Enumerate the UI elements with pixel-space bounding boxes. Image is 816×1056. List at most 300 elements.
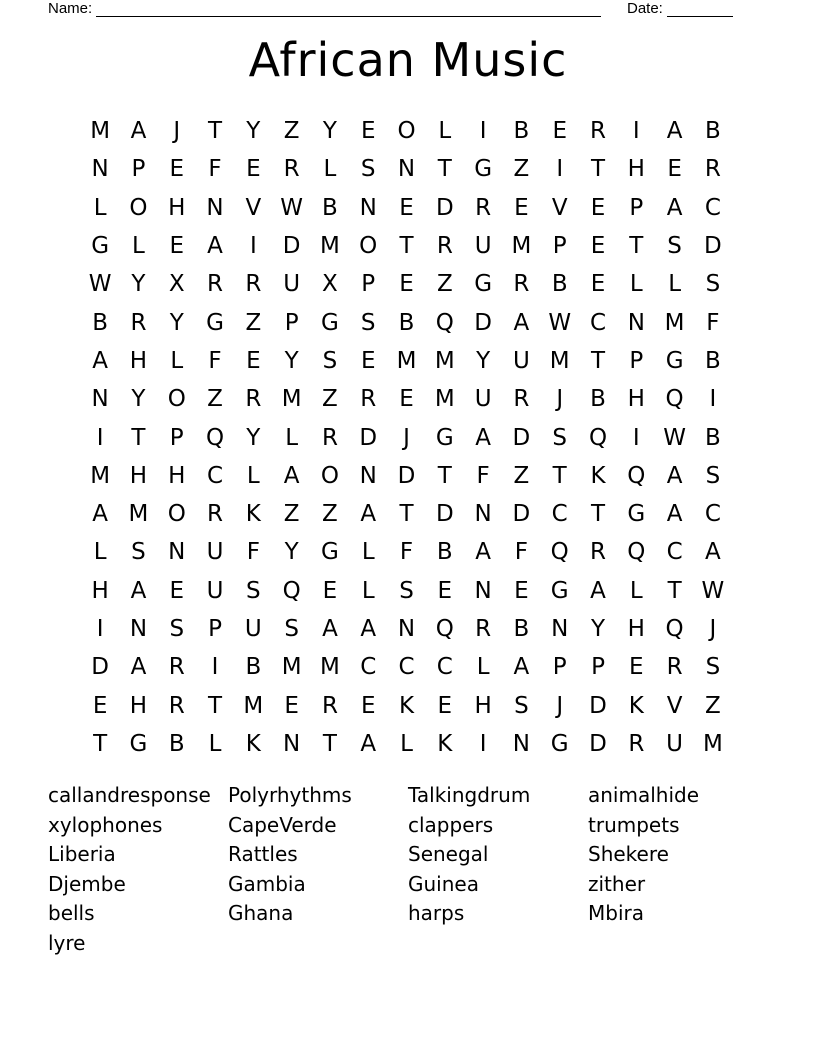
grid-letter[interactable]: A [590,577,606,604]
grid-letter[interactable]: U [244,616,262,642]
grid-letter[interactable]: I [632,424,640,451]
grid-letter[interactable]: R [475,616,492,642]
grid-letter[interactable]: P [591,654,605,681]
grid-letter[interactable]: K [245,501,261,528]
grid-letter[interactable]: A [130,654,147,681]
grid-letter[interactable]: Y [284,347,299,374]
grid-letter[interactable]: M [128,501,149,528]
grid-letter[interactable]: U [283,271,301,298]
grid-letter[interactable]: J [403,424,410,451]
grid-letter[interactable]: S [552,424,568,451]
grid-letter[interactable]: B [436,539,453,566]
grid-letter[interactable]: C [360,654,377,681]
grid-letter[interactable]: U [474,233,492,260]
grid-letter[interactable]: N [397,616,416,642]
grid-letter[interactable]: E [437,577,453,604]
grid-letter[interactable]: H [168,194,186,221]
grid-letter[interactable]: R [360,386,377,413]
grid-letter[interactable]: B [705,347,721,374]
grid-letter[interactable]: Z [322,501,338,528]
grid-letter[interactable]: N [397,156,416,183]
grid-letter[interactable]: B [513,616,530,642]
grid-letter[interactable]: R [590,118,606,145]
grid-letter[interactable]: O [320,462,339,489]
grid-letter[interactable]: A [666,118,683,145]
grid-letter[interactable]: E [360,118,376,145]
grid-letter[interactable]: Z [207,386,223,413]
grid-letter[interactable]: I [479,730,487,757]
grid-letter[interactable]: E [590,233,606,260]
grid-letter[interactable]: Q [588,424,608,451]
grid-letter[interactable]: Z [705,692,721,719]
grid-letter[interactable]: Z [245,309,262,336]
grid-letter[interactable]: R [628,730,645,757]
grid-letter[interactable]: N [359,462,377,489]
grid-letter[interactable]: D [359,424,378,451]
grid-letter[interactable]: P [552,233,567,260]
grid-letter[interactable]: E [437,692,453,719]
grid-letter[interactable]: B [322,194,338,221]
grid-letter[interactable]: L [208,730,222,757]
grid-letter[interactable]: D [512,424,531,451]
grid-letter[interactable]: I [249,233,257,260]
grid-letter[interactable]: Z [436,271,453,298]
grid-letter[interactable]: C [666,539,683,566]
grid-letter[interactable]: P [208,616,222,642]
grid-letter[interactable]: G [321,309,339,336]
grid-letter[interactable]: I [709,386,717,413]
grid-letter[interactable]: S [705,271,721,298]
grid-letter[interactable]: Q [665,616,684,642]
grid-letter[interactable]: S [284,616,299,642]
grid-letter[interactable]: E [629,654,644,681]
grid-letter[interactable]: L [668,271,682,298]
grid-letter[interactable]: L [438,118,452,145]
grid-letter[interactable]: B [245,654,262,681]
grid-letter[interactable]: J [556,386,564,413]
grid-letter[interactable]: R [130,309,147,336]
grid-letter[interactable]: Y [246,424,261,451]
word-list-item: CapeVerde [228,812,337,837]
grid-letter[interactable]: M [396,347,417,374]
grid-letter[interactable]: R [475,194,492,221]
grid-letter[interactable]: F [514,539,529,566]
grid-letter[interactable]: D [435,194,454,221]
grid-letter[interactable]: P [131,156,146,183]
name-field[interactable] [48,0,601,17]
grid-letter[interactable]: S [705,462,721,489]
grid-letter[interactable]: O [167,386,186,413]
grid-letter[interactable]: Y [169,309,184,336]
grid-letter[interactable]: F [208,347,222,374]
grid-letter[interactable]: A [666,462,683,489]
grid-letter[interactable]: L [246,462,260,489]
grid-letter[interactable]: D [474,309,492,336]
grid-letter[interactable]: A [513,654,530,681]
grid-letter[interactable]: W [88,271,112,298]
grid-letter[interactable]: N [512,730,531,757]
grid-letter[interactable]: R [704,156,721,183]
grid-letter[interactable]: M [511,233,532,260]
grid-letter[interactable]: V [551,194,568,221]
grid-letter[interactable]: F [246,539,260,566]
grid-letter[interactable]: R [207,271,224,298]
grid-letter[interactable]: C [207,462,224,489]
grid-letter[interactable]: G [665,347,684,374]
date-field[interactable] [627,0,733,17]
grid-letter[interactable]: D [282,233,301,260]
grid-letter[interactable]: X [322,271,338,298]
word-list-item: Ghana [228,901,294,926]
grid-letter[interactable]: X [168,271,185,298]
grid-letter[interactable]: A [360,501,377,528]
date-line [667,2,733,17]
grid-letter[interactable]: Q [205,424,225,451]
grid-letter[interactable]: J [173,118,181,145]
grid-letter[interactable]: G [91,233,110,260]
grid-letter[interactable]: N [627,309,645,336]
grid-letter[interactable]: T [629,233,644,260]
grid-letter[interactable]: M [281,386,302,413]
word-list-item: trumpets [588,812,680,837]
grid-letter[interactable]: E [590,194,606,221]
grid-letter[interactable]: S [667,233,682,260]
grid-letter[interactable]: T [437,462,452,489]
grid-letter[interactable]: A [360,616,377,642]
grid-letter[interactable]: E [322,577,338,604]
grid-letter[interactable]: A [666,501,683,528]
grid-letter[interactable]: A [475,539,491,566]
grid-letter[interactable]: R [321,692,338,719]
grid-letter[interactable]: V [245,194,262,221]
grid-letter[interactable]: H [129,692,148,719]
grid-letter[interactable]: T [590,156,606,183]
grid-letter[interactable]: L [285,424,299,451]
grid-letter[interactable]: B [551,271,568,298]
grid-letter[interactable]: B [398,309,415,336]
grid-letter[interactable]: Q [550,539,569,566]
grid-letter[interactable]: S [360,309,376,336]
grid-letter[interactable]: Q [435,309,454,336]
grid-letter[interactable]: E [169,233,185,260]
grid-letter[interactable]: Q [282,577,301,604]
grid-letter[interactable]: A [207,233,223,260]
grid-letter[interactable]: E [92,692,108,719]
grid-letter[interactable]: U [206,577,224,604]
grid-letter[interactable]: P [552,654,567,681]
grid-letter[interactable]: M [320,654,340,681]
word-list-item: zither [588,871,646,896]
grid-letter[interactable]: A [283,462,300,489]
grid-letter[interactable]: O [359,233,378,260]
grid-letter[interactable]: J [556,692,564,719]
grid-letter[interactable]: E [246,156,261,183]
grid-letter[interactable]: D [512,501,531,528]
grid-letter[interactable]: S [169,616,185,642]
grid-letter[interactable]: D [91,654,109,681]
grid-letter[interactable]: Y [590,616,606,642]
grid-letter[interactable]: L [132,233,145,260]
grid-letter[interactable]: M [434,347,455,374]
grid-letter[interactable]: D [435,501,454,528]
grid-letter[interactable]: M [90,462,111,489]
grid-letter[interactable]: B [705,424,721,451]
grid-letter[interactable]: I [96,616,104,642]
grid-letter[interactable]: I [96,424,104,451]
grid-letter[interactable]: B [168,730,185,757]
grid-letter[interactable]: R [590,539,606,566]
grid-letter[interactable]: S [246,577,261,604]
grid-letter[interactable]: B [513,118,530,145]
grid-letter[interactable]: R [436,233,453,260]
grid-letter[interactable]: A [360,730,377,757]
grid-letter[interactable]: A [130,118,147,145]
grid-letter[interactable]: N [283,730,301,757]
grid-letter[interactable]: T [590,501,606,528]
grid-letter[interactable]: P [284,309,299,336]
grid-letter[interactable]: G [550,730,569,757]
grid-letter[interactable]: O [397,118,416,145]
grid-letter[interactable]: E [399,271,414,298]
grid-letter[interactable]: Y [131,271,146,298]
grid-letter[interactable]: T [552,462,567,489]
grid-letter[interactable]: C [589,309,607,336]
grid-letter[interactable]: Q [627,462,646,489]
grid-letter[interactable]: E [514,577,529,604]
grid-letter[interactable]: L [476,654,490,681]
grid-letter[interactable]: T [667,577,682,604]
grid-letter[interactable]: N [168,539,186,566]
grid-letter[interactable]: N [206,194,224,221]
word-list [48,781,768,959]
grid-letter[interactable]: D [589,692,607,719]
grid-letter[interactable]: L [629,577,643,604]
grid-letter[interactable]: L [361,577,375,604]
grid-letter[interactable]: I [556,156,564,183]
grid-letter[interactable]: N [551,616,569,642]
grid-letter[interactable]: E [590,271,606,298]
grid-letter[interactable]: L [400,730,413,757]
grid-letter[interactable]: F [208,156,222,183]
grid-letter[interactable]: R [168,654,185,681]
grid-letter[interactable]: C [398,654,415,681]
grid-letter[interactable]: T [590,347,606,374]
grid-letter[interactable]: N [91,156,109,183]
grid-letter[interactable]: S [705,654,721,681]
grid-letter[interactable]: W [701,577,725,604]
grid-letter[interactable]: Y [322,118,337,145]
grid-letter[interactable]: E [360,692,376,719]
grid-letter[interactable]: L [93,539,107,566]
grid-letter[interactable]: H [129,462,148,489]
grid-letter[interactable]: U [206,539,224,566]
word-list-item: callandresponse [48,783,211,807]
grid-letter[interactable]: E [284,692,299,719]
grid-letter[interactable]: R [168,692,185,719]
grid-letter[interactable]: Y [246,118,261,145]
grid-letter[interactable]: T [437,156,452,183]
grid-letter[interactable]: M [549,347,570,374]
grid-letter[interactable]: P [361,271,376,298]
grid-letter[interactable]: H [474,692,492,719]
grid-letter[interactable]: M [90,118,111,145]
grid-letter[interactable]: M [702,730,723,757]
grid-letter[interactable]: D [397,462,416,489]
grid-letter[interactable]: I [479,118,487,145]
grid-letter[interactable]: O [167,501,186,528]
grid-letter[interactable]: I [211,654,219,681]
grid-letter[interactable]: Y [476,347,491,374]
grid-letter[interactable]: R [245,271,262,298]
grid-letter[interactable]: Q [665,386,684,413]
grid-letter[interactable]: Z [513,156,530,183]
grid-letter[interactable]: S [360,156,376,183]
grid-letter[interactable]: L [170,347,184,374]
grid-letter[interactable]: Z [283,501,300,528]
grid-letter[interactable]: E [169,577,185,604]
grid-letter[interactable]: N [129,616,148,642]
grid-letter[interactable]: O [129,194,148,221]
grid-letter[interactable]: L [629,271,643,298]
grid-letter[interactable]: H [129,347,148,374]
grid-letter[interactable]: T [131,424,146,451]
grid-letter[interactable]: A [705,539,721,566]
grid-letter[interactable]: L [323,156,337,183]
grid-letter[interactable]: N [91,386,109,413]
grid-letter[interactable]: R [666,654,683,681]
grid-letter[interactable]: J [709,616,717,642]
grid-letter[interactable]: G [129,730,148,757]
grid-letter[interactable]: Y [131,386,146,413]
grid-letter[interactable]: R [513,271,530,298]
grid-letter[interactable]: E [667,156,682,183]
grid-letter[interactable]: G [206,309,224,336]
grid-letter[interactable]: K [245,730,261,757]
grid-letter[interactable]: N [474,577,492,604]
grid-letter[interactable]: H [168,462,186,489]
grid-letter[interactable]: E [169,156,185,183]
grid-letter[interactable]: U [474,386,492,413]
grid-letter[interactable]: Y [284,539,299,566]
grid-letter[interactable]: Q [627,539,646,566]
grid-letter[interactable]: P [629,347,644,374]
grid-letter[interactable]: S [131,539,146,566]
grid-letter[interactable]: M [320,233,340,260]
grid-letter[interactable]: M [434,386,455,413]
grid-letter[interactable]: T [322,730,337,757]
grid-letter[interactable]: A [92,347,109,374]
grid-letter[interactable]: D [589,730,607,757]
grid-letter[interactable]: G [627,501,646,528]
grid-letter[interactable]: M [664,309,685,336]
grid-letter[interactable]: F [399,539,414,566]
grid-letter[interactable]: G [474,156,493,183]
grid-letter[interactable]: W [663,424,686,451]
grid-letter[interactable]: T [399,233,414,260]
grid-letter[interactable]: W [280,194,303,221]
grid-letter[interactable]: C [704,501,721,528]
grid-letter[interactable]: C [704,194,721,221]
grid-letter[interactable]: B [92,309,109,336]
grid-letter[interactable]: H [627,616,645,642]
grid-letter[interactable]: R [283,156,300,183]
grid-letter[interactable]: M [281,654,302,681]
grid-letter[interactable]: V [666,692,683,719]
grid-letter[interactable]: W [548,309,572,336]
grid-letter[interactable]: B [590,386,606,413]
grid-letter[interactable]: H [627,156,645,183]
grid-letter[interactable]: G [321,539,339,566]
grid-letter[interactable]: Z [283,118,300,145]
grid-letter[interactable]: E [399,386,414,413]
page-title: African Music [248,33,568,87]
grid-letter[interactable]: K [398,692,415,719]
grid-letter[interactable]: S [399,577,414,604]
grid-letter[interactable]: T [93,730,108,757]
grid-letter[interactable]: B [705,118,721,145]
grid-letter[interactable]: R [321,424,338,451]
grid-letter[interactable]: G [435,424,454,451]
grid-letter[interactable]: E [552,118,567,145]
grid-letter[interactable]: E [514,194,529,221]
grid-letter[interactable]: P [629,194,644,221]
grid-letter[interactable]: A [475,424,491,451]
grid-letter[interactable]: T [399,501,414,528]
grid-letter[interactable]: I [632,118,640,145]
grid-letter[interactable]: A [322,616,338,642]
grid-letter[interactable]: N [474,501,492,528]
grid-letter[interactable]: A [513,309,530,336]
grid-letter[interactable]: U [512,347,530,374]
grid-letter[interactable]: H [91,577,109,604]
grid-letter[interactable]: E [246,347,261,374]
grid-letter[interactable]: Z [322,386,338,413]
grid-letter[interactable]: R [207,501,224,528]
grid-letter[interactable]: T [208,692,223,719]
grid-letter[interactable]: C [436,654,453,681]
grid-letter[interactable]: P [169,424,184,451]
grid-letter[interactable]: M [243,692,264,719]
grid-letter[interactable]: F [706,309,720,336]
grid-letter[interactable]: N [359,194,377,221]
grid-letter[interactable]: C [551,501,568,528]
grid-letter[interactable]: K [590,462,606,489]
grid-letter[interactable]: F [476,462,490,489]
grid-letter[interactable]: A [92,501,109,528]
grid-letter[interactable]: K [628,692,644,719]
grid-letter[interactable]: E [399,194,414,221]
grid-letter[interactable]: D [704,233,722,260]
grid-letter[interactable]: S [322,347,338,374]
grid-letter[interactable]: E [360,347,376,374]
grid-letter[interactable]: Z [513,462,530,489]
word-list-item: Gambia [228,871,306,896]
grid-letter[interactable]: A [666,194,683,221]
grid-letter[interactable]: Q [435,616,454,642]
grid-letter[interactable]: A [130,577,147,604]
grid-letter[interactable]: G [550,577,569,604]
grid-letter[interactable]: T [208,118,223,145]
grid-letter[interactable]: K [437,730,453,757]
grid-letter[interactable]: U [666,730,684,757]
grid-letter[interactable]: G [474,271,493,298]
grid-letter[interactable]: R [513,386,530,413]
grid-letter[interactable]: H [627,386,645,413]
grid-letter[interactable]: L [361,539,375,566]
grid-letter[interactable]: R [245,386,262,413]
grid-letter[interactable]: L [93,194,107,221]
grid-letter[interactable]: S [514,692,529,719]
